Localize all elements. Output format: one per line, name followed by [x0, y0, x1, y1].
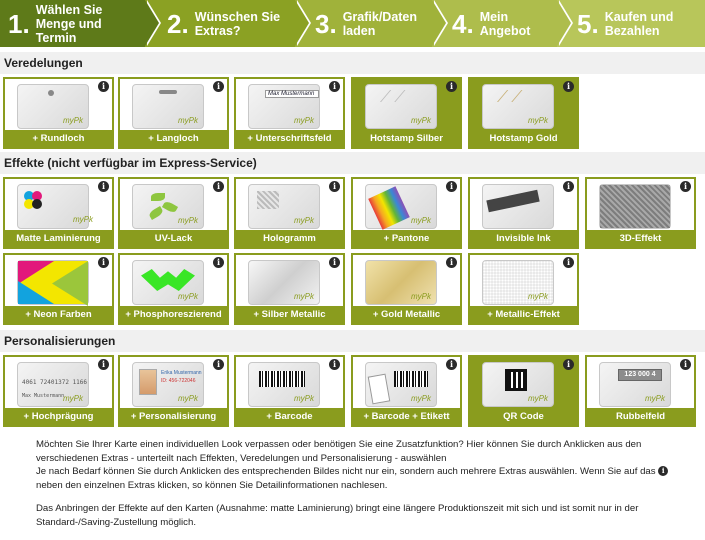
description-line: Möchten Sie Ihrer Karte einen individuellen Look verpassen oder benötigen Sie eine Zusatzfunktion? Hier können Sie durch Anklicken aus den [36, 439, 642, 450]
section-title-personalisierungen: Personalisierungen [0, 330, 705, 352]
card-image [132, 260, 204, 305]
brand-logo: myPk [63, 116, 83, 125]
step-label: Wünschen Sie Extras? [194, 9, 281, 38]
info-icon[interactable]: i [329, 359, 340, 370]
info-icon[interactable]: i [329, 257, 340, 268]
step-number: 2. [167, 8, 189, 39]
brand-logo: myPk [411, 292, 431, 301]
brand-logo: myPk [411, 394, 431, 403]
emboss-number: 4061 72401372 1166 [22, 379, 88, 386]
scratch-field: 123 000 4 [618, 369, 662, 381]
option-label: + Gold Metallic [353, 306, 460, 323]
section-title-effekte: Effekte (nicht verfügbar im Express-Service) [0, 152, 705, 174]
option-label: + Neon Farben [5, 306, 112, 323]
option-hotstamp-gold[interactable] [468, 77, 579, 149]
option-langloch[interactable] [118, 77, 229, 149]
card-image [482, 260, 554, 305]
brand-logo: myPk [178, 116, 198, 125]
option-label: + Langloch [120, 130, 227, 147]
option-rundloch[interactable] [3, 77, 114, 149]
option-personalisierung[interactable] [118, 355, 229, 427]
step-4[interactable] [432, 0, 557, 47]
card-image [17, 260, 89, 305]
option-silber-metallic[interactable] [234, 253, 345, 325]
option-label: + Personalisierung [120, 408, 227, 425]
step-5[interactable] [557, 0, 705, 47]
brand-logo: myPk [63, 394, 83, 403]
info-icon[interactable]: i [98, 359, 109, 370]
info-icon[interactable]: i [446, 181, 457, 192]
option-metallic-effekt[interactable] [468, 253, 579, 325]
card-image [248, 184, 320, 229]
option-label: + Phosphoreszierend [120, 306, 227, 323]
option-invisible-ink[interactable] [468, 177, 579, 249]
card-image [132, 184, 204, 229]
signature-field: Max Mustermann [265, 90, 319, 98]
card-image [365, 260, 437, 305]
card-image [599, 184, 671, 229]
barcode-icon [259, 371, 305, 387]
info-icon[interactable]: i [98, 181, 109, 192]
info-icon[interactable]: i [213, 257, 224, 268]
card-image [365, 362, 437, 407]
option-neon-farben[interactable] [3, 253, 114, 325]
brand-logo: myPk [294, 216, 314, 225]
info-icon[interactable]: i [446, 257, 457, 268]
option-matte-laminierung[interactable] [3, 177, 114, 249]
option-pantone[interactable] [351, 177, 462, 249]
option-label: 3D-Effekt [587, 230, 694, 247]
option-uv-lack[interactable] [118, 177, 229, 249]
step-number: 5. [577, 8, 599, 39]
info-icon[interactable]: i [563, 359, 574, 370]
card-image [248, 362, 320, 407]
brand-logo: myPk [73, 215, 93, 224]
info-icon[interactable]: i [329, 81, 340, 92]
card-image [482, 184, 554, 229]
card-image [132, 84, 204, 129]
info-icon[interactable]: i [213, 181, 224, 192]
info-icon[interactable]: i [98, 257, 109, 268]
option-hochpraegung[interactable] [3, 355, 114, 427]
option-label: + Unterschriftsfeld [236, 130, 343, 147]
card-image [132, 362, 204, 407]
option-hotstamp-silber[interactable] [351, 77, 462, 149]
option-label: + Rundloch [5, 130, 112, 147]
option-label: Hologramm [236, 230, 343, 247]
option-barcode[interactable] [234, 355, 345, 427]
option-label: + Pantone [353, 230, 460, 247]
step-number: 1. [8, 8, 30, 39]
option-label: Invisible Ink [470, 230, 577, 247]
card-image: ⟋⟋ myPk [365, 84, 437, 129]
description [36, 438, 676, 529]
description-line: Standard-/Saving-Zustellung möglich. [36, 516, 196, 528]
option-label: QR Code [470, 408, 577, 425]
card-image [365, 184, 437, 229]
brand-logo: myPk [528, 116, 548, 125]
step-3[interactable] [295, 0, 432, 47]
option-phosphoreszierend[interactable] [118, 253, 229, 325]
card-image [599, 362, 671, 407]
step-label: Kaufen und Bezahlen [604, 9, 674, 38]
brand-logo: myPk [528, 394, 548, 403]
step-1[interactable] [0, 0, 145, 47]
portrait-photo [139, 369, 157, 395]
step-label: Grafik/Daten laden [342, 9, 418, 38]
info-icon[interactable]: i [98, 81, 109, 92]
card-image [17, 362, 89, 407]
steps-bar [0, 0, 705, 47]
description-line: Das Anbringen der Effekte auf den Karten (Ausnahme: matte Laminierung) bringt eine längere Produktionszeit mit sich und ist somit nur in der [36, 503, 639, 514]
info-icon[interactable]: i [446, 81, 457, 92]
option-label: + Barcode [236, 408, 343, 425]
step-number: 4. [452, 8, 474, 39]
qr-code-icon [505, 369, 527, 391]
option-gold-metallic[interactable] [351, 253, 462, 325]
brand-logo: myPk [528, 292, 548, 301]
card-image [248, 260, 320, 305]
description-line: Je nach Bedarf können Sie durch Anklicken des entsprechenden Bildes nicht nur ein, sondern auch mehrere Extras auswählen. Wenn Sie auf das i [36, 465, 676, 479]
brand-logo: myPk [411, 116, 431, 125]
step-number: 3. [315, 8, 337, 39]
info-icon[interactable]: i [563, 181, 574, 192]
info-icon[interactable]: i [680, 359, 691, 370]
info-icon[interactable]: i [563, 81, 574, 92]
step-label: Wählen Sie Menge und Termin [35, 2, 103, 45]
brand-logo: myPk [411, 216, 431, 225]
option-label: Hotstamp Gold [470, 130, 577, 147]
info-icon[interactable]: i [446, 359, 457, 370]
option-qr-code[interactable] [468, 355, 579, 427]
card-image [482, 362, 554, 407]
option-rubbelfeld[interactable] [585, 355, 696, 427]
card-image [17, 84, 89, 129]
info-icon[interactable]: i [563, 257, 574, 268]
emboss-name: Max Mustermann [22, 393, 65, 399]
brand-logo: myPk [178, 394, 198, 403]
option-3d-effekt[interactable] [585, 177, 696, 249]
brand-logo: myPk [294, 394, 314, 403]
option-label: + Silber Metallic [236, 306, 343, 323]
info-icon: i [658, 466, 668, 476]
brand-logo: myPk [294, 292, 314, 301]
brand-logo: myPk [645, 394, 665, 403]
info-icon[interactable]: i [329, 181, 340, 192]
brand-logo: myPk [178, 216, 198, 225]
card-image: ⟋⟋ myPk [482, 84, 554, 129]
info-icon[interactable]: i [213, 359, 224, 370]
step-label: Mein Angebot [479, 9, 531, 38]
step-2[interactable] [145, 0, 295, 47]
option-label: + Metallic-Effekt [470, 306, 577, 323]
option-hologramm[interactable] [234, 177, 345, 249]
section-title-veredelungen: Veredelungen [0, 52, 705, 74]
description-line: neben den einzelnen Extras klicken, so können Sie Detailinformationen nachlesen. [36, 479, 388, 491]
brand-logo: myPk [294, 116, 314, 125]
option-label: Rubbelfeld [587, 408, 694, 425]
option-label: + Barcode + Etikett [353, 408, 460, 425]
card-image [17, 184, 93, 229]
brand-logo: myPk [178, 292, 198, 301]
option-unterschriftsfeld[interactable] [234, 77, 345, 149]
card-holder-id: ID: 456-722046 [161, 378, 196, 384]
option-label: Matte Laminierung [5, 230, 112, 247]
option-barcode-etikett[interactable] [351, 355, 462, 427]
option-label: Hotstamp Silber [353, 130, 460, 147]
card-image [248, 84, 320, 129]
barcode-icon [394, 371, 428, 387]
info-icon[interactable]: i [680, 181, 691, 192]
option-label: UV-Lack [120, 230, 227, 247]
card-holder-name: Erika Mustermann [161, 370, 202, 376]
description-line: verschiedenen Extras - unterteilt nach Effekten, Veredelungen und Personalisierung - auswählen [36, 452, 447, 464]
info-icon[interactable]: i [213, 81, 224, 92]
option-label: + Hochprägung [5, 408, 112, 425]
